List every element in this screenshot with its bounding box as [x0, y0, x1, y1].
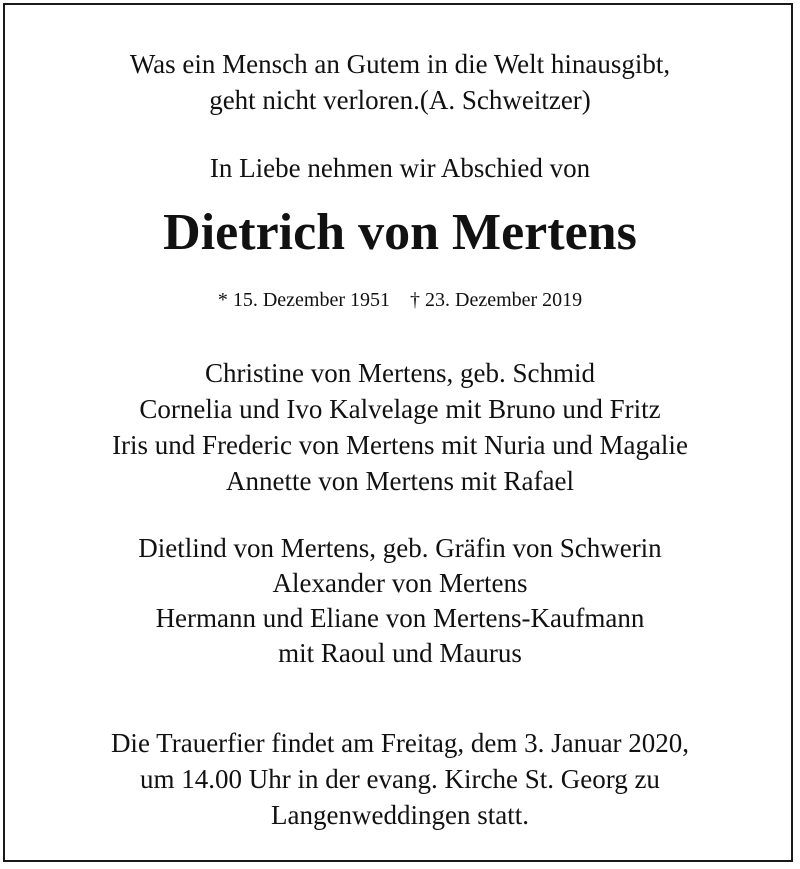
family-2-line-4: mit Raoul und Maurus [278, 638, 522, 668]
death-date: † 23. Dezember 2019 [410, 289, 583, 311]
family-2-line-1: Dietlind von Mertens, geb. Gräfin von Schwerin [138, 533, 662, 563]
birth-date: * 15. Dezember 1951 [217, 289, 390, 311]
deceased-name: Dietrich von Mertens [163, 204, 637, 261]
quote-line-2: geht nicht verloren.(A. Schweitzer) [209, 85, 591, 115]
family-1-line-1: Christine von Mertens, geb. Schmid [205, 358, 595, 388]
family-2-line-2: Alexander von Mertens [272, 568, 528, 598]
family-1-line-2: Cornelia und Ivo Kalvelage mit Bruno und Fritz [139, 394, 661, 424]
family-1-line-4: Annette von Mertens mit Rafael [226, 466, 574, 496]
quote-line-1: Was ein Mensch an Gutem in die Welt hinausgibt, [129, 49, 671, 79]
life-dates [0, 288, 800, 312]
intro-text: In Liebe nehmen wir Abschied von [209, 153, 591, 183]
funeral-line-3: Langenweddingen statt. [271, 800, 529, 830]
family-2-line-3: Hermann und Eliane von Mertens-Kaufmann [155, 603, 645, 633]
funeral-line-1: Die Trauerfier findet am Freitag, dem 3. Januar 2020, [110, 728, 690, 758]
funeral-line-2: um 14.00 Uhr in der evang. Kirche St. Georg zu [140, 764, 660, 794]
family-1-line-3: Iris und Frederic von Mertens mit Nuria und Magalie [112, 430, 688, 460]
